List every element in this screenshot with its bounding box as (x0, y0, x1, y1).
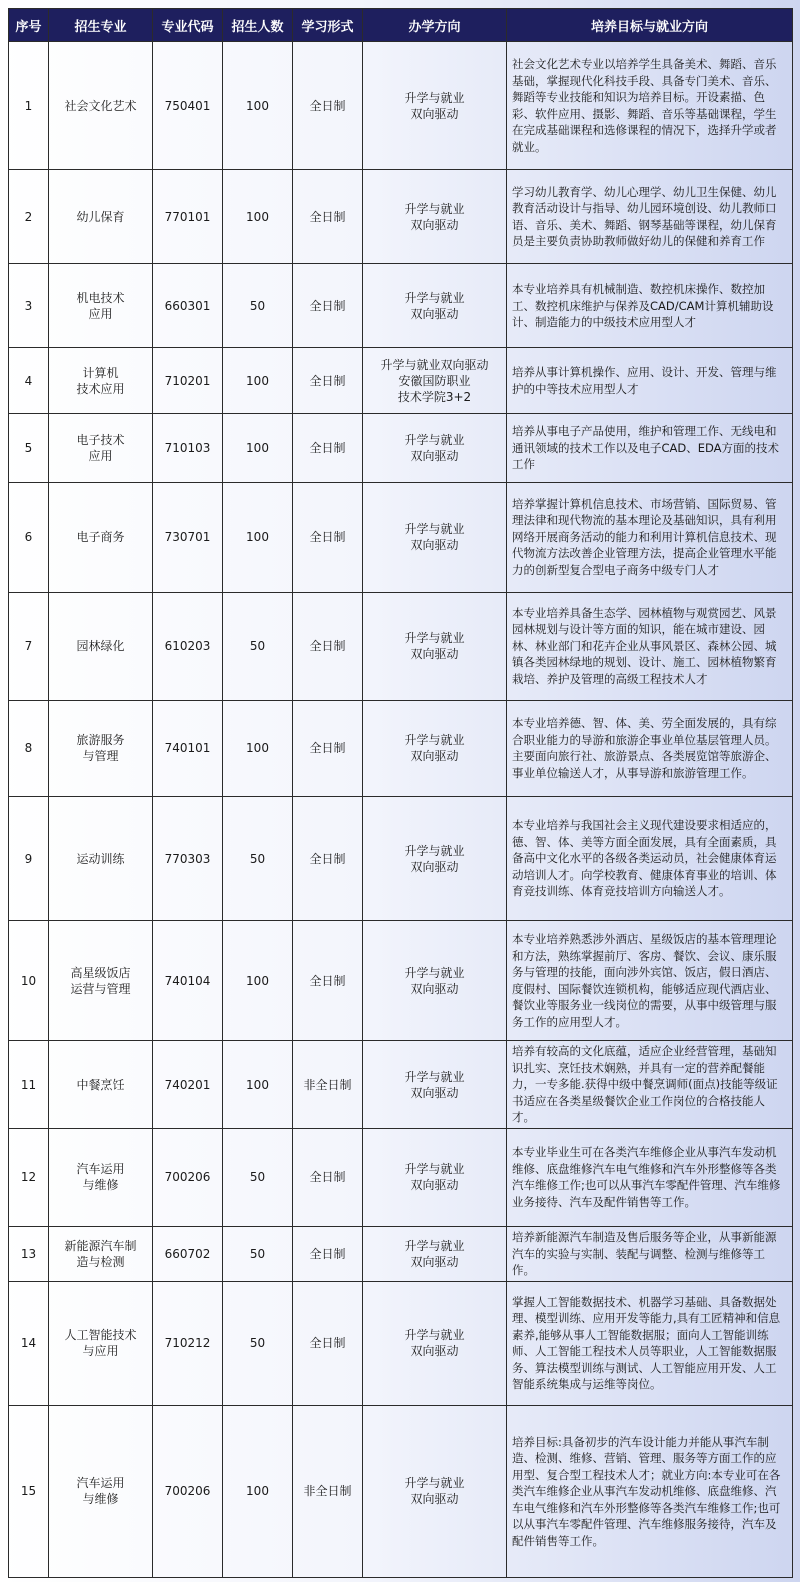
cell-no: 1 (9, 42, 49, 170)
enrollment-table (8, 8, 793, 1578)
cell-major: 社会文化艺术 (49, 42, 153, 170)
cell-major: 电子商务 (49, 482, 153, 592)
table-row (9, 1041, 793, 1129)
cell-direction: 升学与就业 双向驱动 (363, 414, 507, 482)
cell-count: 100 (223, 348, 293, 414)
cell-no: 10 (9, 921, 49, 1041)
cell-count: 100 (223, 1405, 293, 1577)
table-row (9, 592, 793, 700)
header-mode: 学习形式 (293, 9, 363, 42)
cell-direction: 升学与就业 双向驱动 (363, 42, 507, 170)
cell-count: 50 (223, 1281, 293, 1405)
cell-direction: 升学与就业 双向驱动 (363, 264, 507, 348)
cell-no: 8 (9, 700, 49, 796)
cell-direction: 升学与就业双向驱动 安徽国防职业 技术学院3+2 (363, 348, 507, 414)
cell-desc: 本专业培养德、智、体、美、劳全面发展的，具有综合职业能力的导游和旅游企事业单位基层管理人员。主要面向旅行社、旅游景点、各类展览馆等旅游企、事业单位输送人才，从事导游和旅游管理工作。 (507, 700, 793, 796)
cell-major: 新能源汽车制 造与检测 (49, 1226, 153, 1281)
table-row (9, 170, 793, 264)
cell-code: 660301 (153, 264, 223, 348)
cell-direction: 升学与就业 双向驱动 (363, 482, 507, 592)
cell-direction: 升学与就业 双向驱动 (363, 796, 507, 920)
cell-count: 100 (223, 482, 293, 592)
cell-major: 汽车运用 与维修 (49, 1405, 153, 1577)
cell-no: 3 (9, 264, 49, 348)
cell-desc: 培养掌握计算机信息技术、市场营销、国际贸易、管理法律和现代物流的基本理论及基础知识，具有利用网络开展商务活动的能力和利用计算机信息技术、现代物流方法改善企业管理方法，提高企业管理水平能力的创新型复合型电子商务中级专门人才 (507, 482, 793, 592)
cell-desc: 培养从事计算机操作、应用、设计、开发、管理与维护的中等技术应用型人才 (507, 348, 793, 414)
table-row (9, 1226, 793, 1281)
cell-code: 770303 (153, 796, 223, 920)
cell-direction: 升学与就业 双向驱动 (363, 700, 507, 796)
cell-mode: 非全日制 (293, 1405, 363, 1577)
table-row (9, 796, 793, 920)
cell-major: 旅游服务 与管理 (49, 700, 153, 796)
cell-desc: 本专业培养熟悉涉外酒店、星级饭店的基本管理理论和方法，熟练掌握前厅、客房、餐饮、会议、康乐服务与管理的技能，面向涉外宾馆、饭店，假日酒店、度假村、国际餐饮连锁机构，能够适应现代酒店业、餐饮业等服务业一线岗位的需要，从事中级管理与服务工作的应用型人才。 (507, 921, 793, 1041)
cell-desc: 本专业培养具备生态学、园林植物与观赏园艺、风景园林规划与设计等方面的知识，能在城市建设、园林、林业部门和花卉企业从事风景区、森林公园、城镇各类园林绿地的规划、设计、施工、园林植物繁育栽培、养护及管理的高级工程技术人才 (507, 592, 793, 700)
cell-direction: 升学与就业 双向驱动 (363, 592, 507, 700)
cell-count: 50 (223, 796, 293, 920)
cell-mode: 全日制 (293, 482, 363, 592)
cell-no: 14 (9, 1281, 49, 1405)
cell-mode: 全日制 (293, 796, 363, 920)
cell-code: 700206 (153, 1405, 223, 1577)
cell-code: 730701 (153, 482, 223, 592)
header-no: 序号 (9, 9, 49, 42)
header-code: 专业代码 (153, 9, 223, 42)
table-row (9, 414, 793, 482)
cell-desc: 培养有较高的文化底蕴，适应企业经营管理，基础知识扎实、烹饪技术娴熟，并具有一定的营养配餐能力，一专多能.获得中级中餐烹调师(面点)技能等级证书适应在各类星级餐饮企业工作岗位的合格技能人才。 (507, 1041, 793, 1129)
header-major: 招生专业 (49, 9, 153, 42)
cell-major: 高星级饭店 运营与管理 (49, 921, 153, 1041)
cell-mode: 非全日制 (293, 1041, 363, 1129)
cell-count: 100 (223, 921, 293, 1041)
cell-desc: 培养新能源汽车制造及售后服务等企业，从事新能源汽车的实验与实制、装配与调整、检测与维修等工作。 (507, 1226, 793, 1281)
cell-no: 13 (9, 1226, 49, 1281)
cell-desc: 培养从事电子产品使用，维护和管理工作、无线电和通讯领域的技术工作以及电子CAD、EDA方面的技术工作 (507, 414, 793, 482)
cell-count: 100 (223, 414, 293, 482)
cell-mode: 全日制 (293, 592, 363, 700)
cell-major: 汽车运用 与维修 (49, 1128, 153, 1226)
cell-mode: 全日制 (293, 170, 363, 264)
cell-code: 700206 (153, 1128, 223, 1226)
cell-major: 机电技术 应用 (49, 264, 153, 348)
cell-direction: 升学与就业 双向驱动 (363, 1405, 507, 1577)
cell-mode: 全日制 (293, 921, 363, 1041)
cell-direction: 升学与就业 双向驱动 (363, 1226, 507, 1281)
cell-desc: 培养目标:具备初步的汽车设计能力并能从事汽车制造、检测、维修、营销、管理、服务等方面工作的应用型、复合型工程技术人才；就业方向:本专业可在各类汽车维修企业从事汽车发动机维修、底盘维修、汽车电气维修和汽车外形整修等各类汽车维修工作;也可以从事汽车零配件管理、汽车维修服务接待，汽车及配件销售等工作。 (507, 1405, 793, 1577)
cell-major: 电子技术 应用 (49, 414, 153, 482)
cell-no: 2 (9, 170, 49, 264)
cell-mode: 全日制 (293, 1226, 363, 1281)
cell-mode: 全日制 (293, 264, 363, 348)
cell-code: 750401 (153, 42, 223, 170)
cell-count: 50 (223, 592, 293, 700)
cell-major: 中餐烹饪 (49, 1041, 153, 1129)
cell-mode: 全日制 (293, 42, 363, 170)
cell-no: 9 (9, 796, 49, 920)
cell-no: 11 (9, 1041, 49, 1129)
cell-no: 12 (9, 1128, 49, 1226)
cell-no: 4 (9, 348, 49, 414)
cell-count: 50 (223, 1226, 293, 1281)
cell-count: 100 (223, 700, 293, 796)
header-count: 招生人数 (223, 9, 293, 42)
enrollment-table-frame (8, 8, 792, 1578)
cell-code: 710103 (153, 414, 223, 482)
cell-major: 计算机 技术应用 (49, 348, 153, 414)
cell-code: 660702 (153, 1226, 223, 1281)
cell-direction: 升学与就业 双向驱动 (363, 1128, 507, 1226)
table-row (9, 42, 793, 170)
header-direction: 办学方向 (363, 9, 507, 42)
cell-mode: 全日制 (293, 700, 363, 796)
cell-code: 610203 (153, 592, 223, 700)
cell-direction: 升学与就业 双向驱动 (363, 1041, 507, 1129)
table-row (9, 700, 793, 796)
table-row (9, 1128, 793, 1226)
cell-desc: 本专业培养具有机械制造、数控机床操作、数控加工、数控机床维护与保养及CAD/CAM计算机辅助设计、制造能力的中级技术应用型人才 (507, 264, 793, 348)
cell-mode: 全日制 (293, 1128, 363, 1226)
cell-direction: 升学与就业 双向驱动 (363, 921, 507, 1041)
cell-desc: 本专业毕业生可在各类汽车维修企业从事汽车发动机维修、底盘维修汽车电气维修和汽车外形整修等各类汽车维修工作;也可以从事汽车零配件管理、汽车维修业务接待、汽车及配件销售等工作。 (507, 1128, 793, 1226)
cell-no: 15 (9, 1405, 49, 1577)
table-row (9, 1405, 793, 1577)
cell-count: 50 (223, 1128, 293, 1226)
cell-code: 770101 (153, 170, 223, 264)
cell-count: 100 (223, 170, 293, 264)
cell-code: 710201 (153, 348, 223, 414)
cell-direction: 升学与就业 双向驱动 (363, 1281, 507, 1405)
header-row (9, 9, 793, 42)
cell-mode: 全日制 (293, 348, 363, 414)
cell-major: 幼儿保育 (49, 170, 153, 264)
cell-major: 运动训练 (49, 796, 153, 920)
cell-code: 710212 (153, 1281, 223, 1405)
header-desc: 培养目标与就业方向 (507, 9, 793, 42)
cell-desc: 社会文化艺术专业以培养学生具备美术、舞蹈、音乐基础，掌握现代化科技手段、具备专门美术、音乐、舞蹈等专业技能和知识为培养目标。开设素描、色彩、软件应用、摄影、舞蹈、音乐等基础课程，学生在完成基础课程和选修课程的情况下，选择升学或者就业。 (507, 42, 793, 170)
cell-count: 100 (223, 42, 293, 170)
cell-count: 100 (223, 1041, 293, 1129)
table-row (9, 264, 793, 348)
table-row (9, 348, 793, 414)
cell-desc: 学习幼儿教育学、幼儿心理学、幼儿卫生保健、幼儿教育活动设计与指导、幼儿园环境创设、幼儿教师口语、音乐、美术、舞蹈、钢琴基础等课程，幼儿保育员是主要负责协助教师做好幼儿的保健和养育工作 (507, 170, 793, 264)
cell-desc: 掌握人工智能数据技术、机器学习基础、具备数据处理、模型训练、应用开发等能力,具有工匠精神和信息素养,能够从事人工智能数据服；面向人工智能训练师、人工智能工程技术人员等职业，人工智能数据服务、算法模型训练与测试、人工智能应用开发、人工智能系统集成与运维等岗位。 (507, 1281, 793, 1405)
cell-code: 740104 (153, 921, 223, 1041)
table-row (9, 482, 793, 592)
table-row (9, 1281, 793, 1405)
cell-mode: 全日制 (293, 1281, 363, 1405)
cell-no: 6 (9, 482, 49, 592)
cell-major: 人工智能技术 与应用 (49, 1281, 153, 1405)
cell-code: 740201 (153, 1041, 223, 1129)
cell-desc: 本专业培养与我国社会主义现代建设要求相适应的，德、智、体、美等方面全面发展，具有全面素质，具备高中文化水平的各级各类运动员，社会健康体育运动培训人才。向学校教育、健康体育事业的培训、体育竞技训练、体育竞技培训方向输送人才。 (507, 796, 793, 920)
cell-mode: 全日制 (293, 414, 363, 482)
cell-code: 740101 (153, 700, 223, 796)
cell-direction: 升学与就业 双向驱动 (363, 170, 507, 264)
table-row (9, 921, 793, 1041)
cell-no: 5 (9, 414, 49, 482)
cell-no: 7 (9, 592, 49, 700)
cell-major: 园林绿化 (49, 592, 153, 700)
cell-count: 50 (223, 264, 293, 348)
